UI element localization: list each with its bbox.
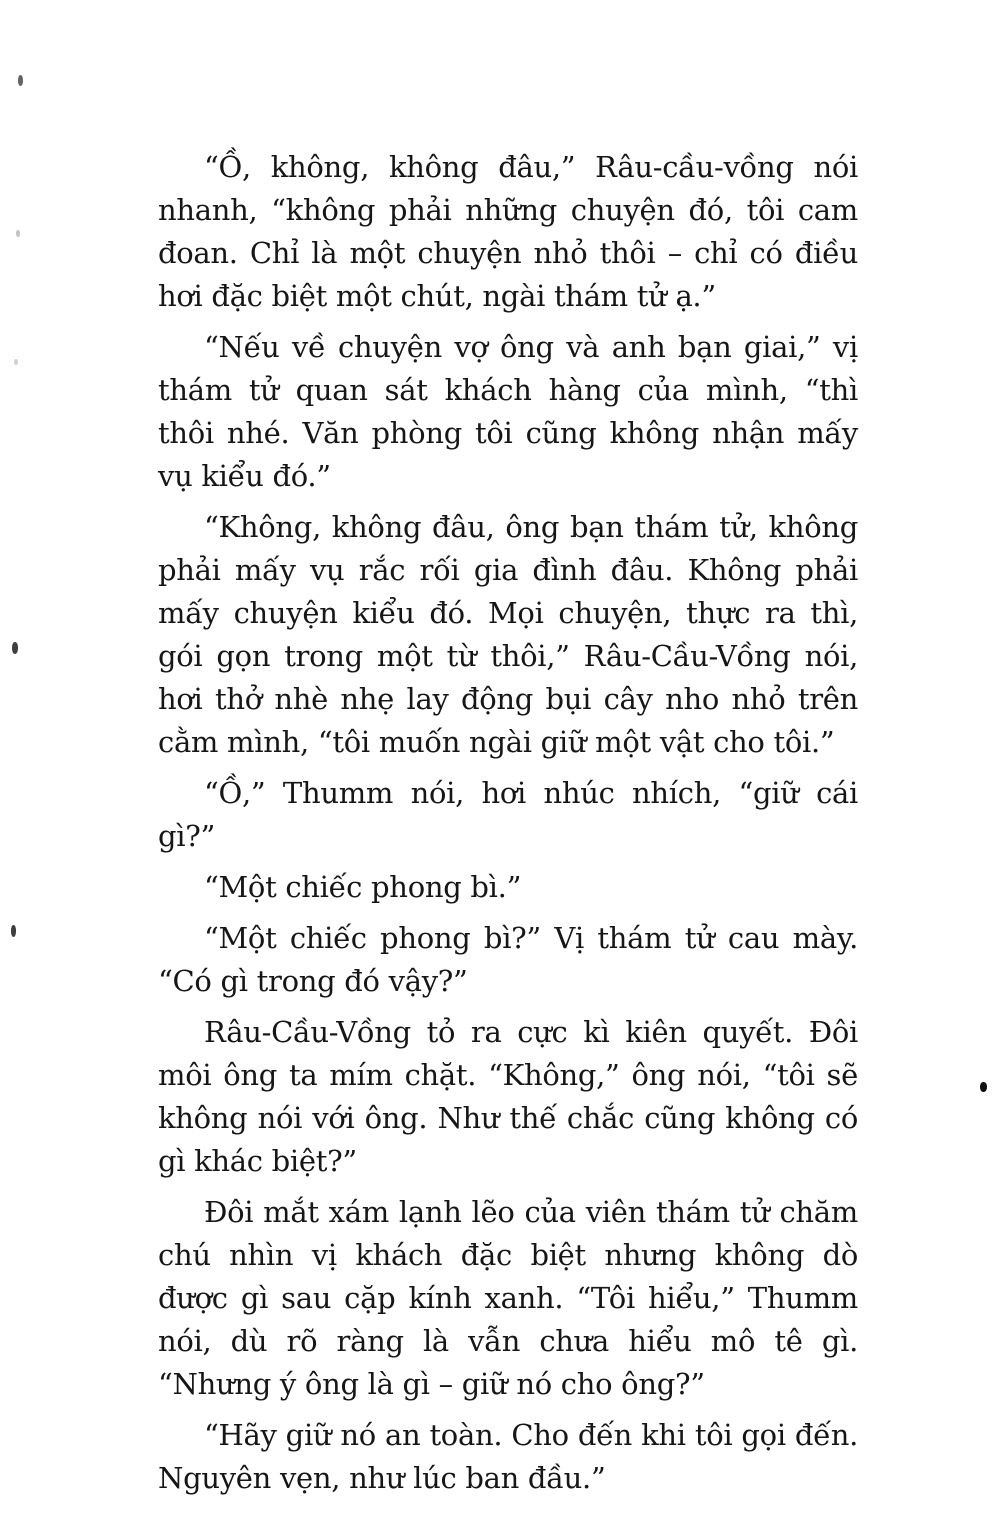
scan-speck xyxy=(980,1082,987,1092)
paragraph-9: “Hãy giữ nó an toàn. Cho đến khi tôi gọi đến. Nguyên vẹn, như lúc ban đầu.” xyxy=(158,1418,858,1495)
paragraph-8: Đôi mắt xám lạnh lẽo của viên thám tử chăm chú nhìn vị khách đặc biệt nhưng không dò được gì sau cặp kính xanh. “Tôi hiểu,” Thumm nói, dù rõ ràng là vẫn chưa hiểu mô tê gì. “Nhưng ý ông là gì – giữ nó cho ông?” xyxy=(158,1195,858,1401)
page-text xyxy=(158,146,858,1508)
scan-speck xyxy=(12,642,18,654)
paragraph-6: “Một chiếc phong bì?” Vị thám tử cau mày. “Có gì trong đó vậy?” xyxy=(158,921,858,998)
scan-speck xyxy=(14,359,18,365)
scan-speck xyxy=(11,925,16,937)
paragraph-7: Râu-Cầu-Vồng tỏ ra cực kì kiên quyết. Đôi môi ông ta mím chặt. “Không,” ông nói, “tôi sẽ không nói với ông. Như thế chắc cũng không có gì khác biệt?” xyxy=(158,1015,858,1178)
paragraph-5: “Một chiếc phong bì.” xyxy=(204,870,522,904)
paragraph-2: “Nếu về chuyện vợ ông và anh bạn giai,” vị thám tử quan sát khách hàng của mình, “thì thôi nhé. Văn phòng tôi cũng không nhận mấy vụ kiểu đó.” xyxy=(158,330,858,493)
paragraph-4: “Ồ,” Thumm nói, hơi nhúc nhích, “giữ cái gì?” xyxy=(158,776,858,853)
paragraph-3: “Không, không đâu, ông bạn thám tử, không phải mấy vụ rắc rối gia đình đâu. Không phải mấy chuyện kiểu đó. Mọi chuyện, thực ra thì, gói gọn trong một từ thôi,” Râu-Cầu-Vồng nói, hơi thở nhè nhẹ lay động bụi cây nho nhỏ trên cằm mình, “tôi muốn ngài giữ một vật cho tôi.” xyxy=(158,510,858,759)
scan-speck xyxy=(18,75,23,86)
scan-speck xyxy=(16,230,20,237)
paragraph-1: “Ồ, không, không đâu,” Râu-cầu-vồng nói nhanh, “không phải những chuyện đó, tôi cam đoan. Chỉ là một chuyện nhỏ thôi – chỉ có điều hơi đặc biệt một chút, ngài thám tử ạ.” xyxy=(158,150,858,313)
